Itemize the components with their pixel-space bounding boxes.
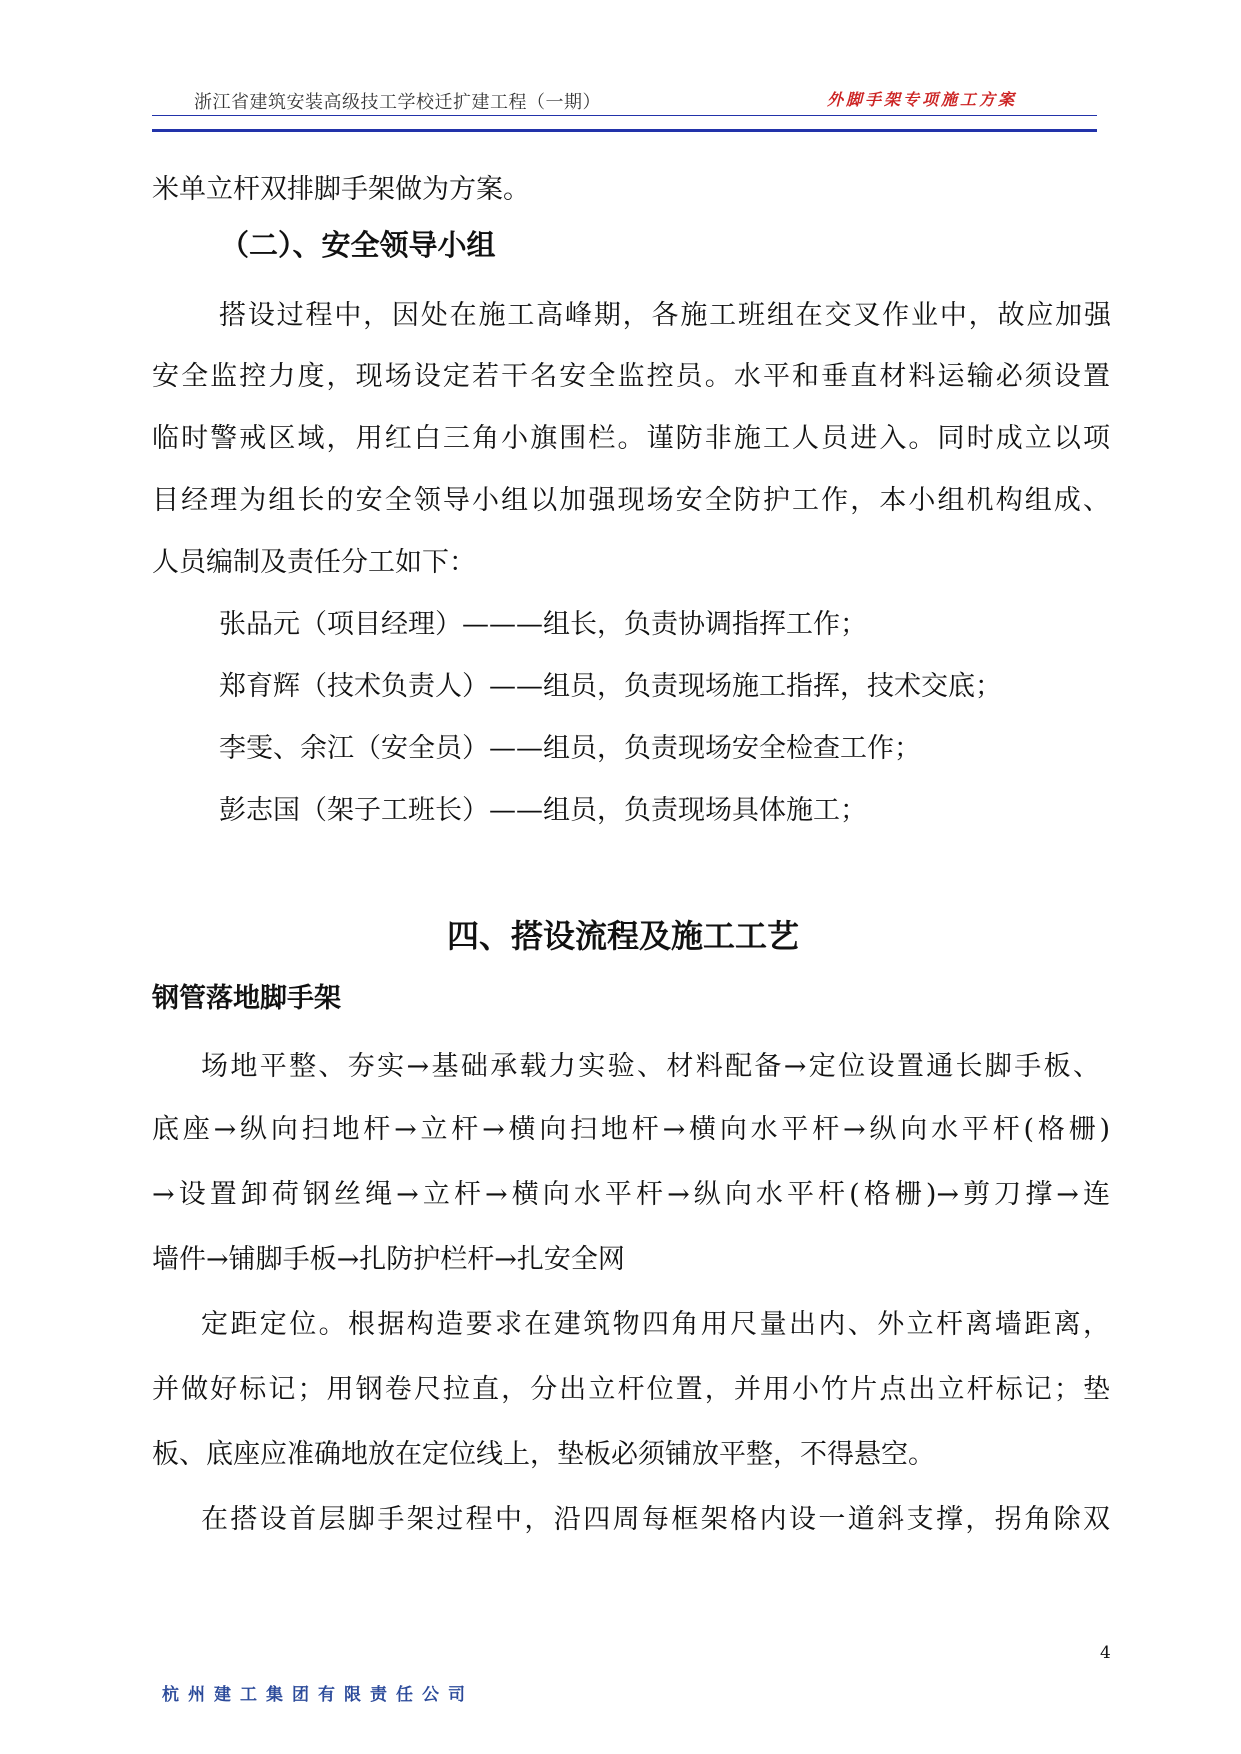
body-line-19: 并做好标记；用钢卷尺拉直，分出立杆位置，并用小竹片点出立杆标记；垫 [152, 1374, 1110, 1405]
body-line-18: 定距定位。根据构造要求在建筑物四角用尺量出内、外立杆离墙距离， [201, 1309, 1110, 1340]
process-line-2: 底座→纵向扫地杆→立杆→横向扫地杆→横向水平杆→纵向水平杆(格栅) [152, 1114, 1110, 1145]
member-zhang: 张品元（项目经理）———组长，负责协调指挥工作； [219, 609, 867, 640]
process-line-4: 墙件→铺脚手板→扎防护栏杆→扎安全网 [152, 1244, 625, 1275]
body-line-4: 安全监控力度，现场设定若干名安全监控员。水平和垂直材料运输必须设置 [152, 361, 1110, 392]
member-li-yu: 李雯、余江（安全员）——组员，负责现场安全检查工作； [219, 733, 921, 764]
body-line-7: 人员编制及责任分工如下： [152, 547, 476, 578]
header-rule-thick [152, 129, 1097, 132]
section-heading-safety-group: （二）、安全领导小组 [220, 228, 496, 262]
body-line-20: 板、底座应准确地放在定位线上，垫板必须铺放平整，不得悬空。 [152, 1439, 935, 1470]
body-line-21: 在搭设首层脚手架过程中，沿四周每框架格内设一道斜支撑，拐角除双 [201, 1504, 1110, 1535]
process-line-3: →设置卸荷钢丝绳→立杆→横向水平杆→纵向水平杆(格栅)→剪刀撑→连 [152, 1179, 1110, 1210]
chapter-heading-4: 四、搭设流程及施工工艺 [447, 917, 800, 955]
body-line-1: 米单立杆双排脚手架做为方案。 [152, 174, 530, 205]
header-rule-thin [152, 115, 1097, 116]
member-peng: 彭志国（架子工班长）——组员，负责现场具体施工； [219, 795, 867, 826]
header-project-title: 浙江省建筑安装高级技工学校迁扩建工程（一期） [194, 92, 601, 113]
header-document-title: 外脚手架专项施工方案 [826, 90, 1017, 109]
body-line-5: 临时警戒区域，用红白三角小旗围栏。谨防非施工人员进入。同时成立以项 [152, 423, 1110, 454]
body-line-3: 搭设过程中，因处在施工高峰期，各施工班组在交叉作业中，故应加强 [219, 300, 1111, 331]
page-number: 4 [1100, 1643, 1111, 1663]
body-line-6: 目经理为组长的安全领导小组以加强现场安全防护工作，本小组机构组成、 [152, 485, 1110, 516]
member-zheng: 郑育辉（技术负责人）——组员，负责现场施工指挥，技术交底； [219, 671, 1002, 702]
process-line-1: 场地平整、夯实→基础承载力实验、材料配备→定位设置通长脚手板、 [201, 1051, 1100, 1082]
page-header [152, 82, 1097, 124]
footer-company: 杭州建工集团有限责任公司 [162, 1685, 474, 1705]
subheading-steel-scaffold: 钢管落地脚手架 [152, 983, 341, 1014]
